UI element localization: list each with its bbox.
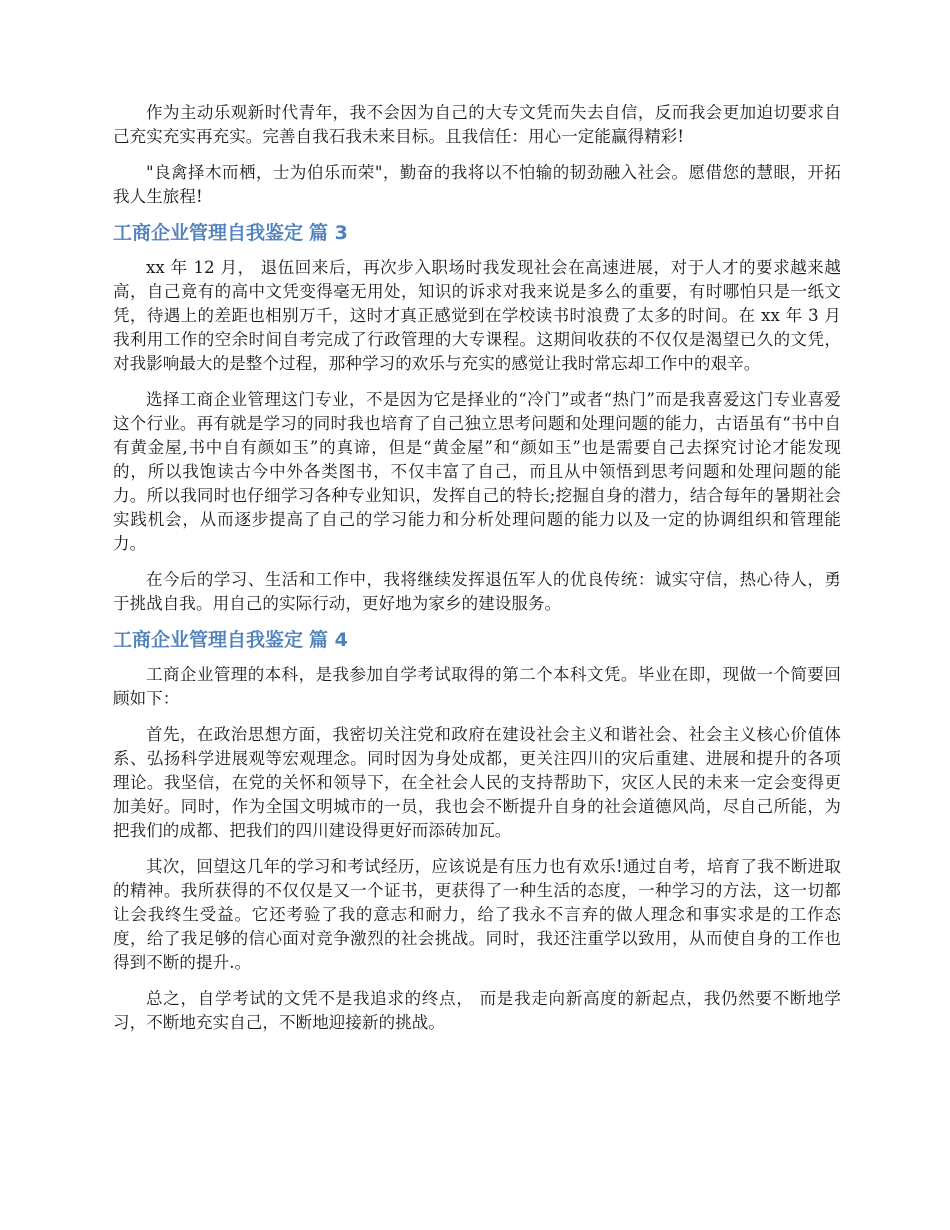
paragraph: 其次，回望这几年的学习和考试经历，应该说是有压力也有欢乐!通过自考，培育了我不断进取的精神。我所获得的不仅仅是又一个证书，更获得了一种生活的态度，一种学习的方法，这一切都让会我终生受益。它还考验了我的意志和耐力，给了我永不言弃的做人理念和事实求是的工作态度，给了我足够的信心面对竞争激烈的社会挑战。同时，我还注重学以致用，从而使自身的工作也得到不断的提升.。	[113, 857, 841, 972]
section-heading	[113, 221, 841, 245]
paragraph: 首先，在政治思想方面，我密切关注党和政府在建设社会主义和谐社会、社会主义核心价值体系、弘扬科学进展观等宏观理念。同时因为身处成都，更关注四川的灾后重建、进展和提升的各项理论。我坚信，在党的关怀和领导下，在全社会人民的支持帮助下，灾区人民的未来一定会变得更加美好。同时，作为全国文明城市的一员，我也会不断提升自身的社会道德风尚，尽自己所能，为把我们的成都、把我们的四川建设得更好而添砖加瓦。	[113, 725, 841, 840]
paragraph: 在今后的学习、生活和工作中，我将继续发挥退伍军人的优良传统：诚实守信，热心待人，勇于挑战自我。用自己的实际行动，更好地为家乡的建设服务。	[113, 570, 841, 613]
section-4	[113, 628, 841, 1035]
document-page	[113, 101, 841, 1047]
section-3	[113, 221, 841, 616]
heading-title: 工商企业管理自我鉴定	[113, 629, 304, 651]
paragraph: 作为主动乐观新时代青年，我不会因为自己的大专文凭而失去自信，反而我会更加迫切要求自己充实充实再充实。完善自我石我未来目标。且我信任：用心一定能赢得精彩!	[113, 103, 841, 146]
paragraph: 工商企业管理的本科，是我参加自学考试取得的第二个本科文凭。毕业在即，现做一个简要回顾如下：	[113, 665, 841, 708]
paragraph: 选择工商企业管理这门专业，不是因为它是择业的“冷门”或者“热门”而是我喜爱这门专业喜爱这个行业。再有就是学习的同时我也培育了自己独立思考问题和处理问题的能力，古语虽有“书中自有黄金屋,书中自有颜如玉”的真谛，但是“黄金屋”和“颜如玉”也是需要自己去探究讨论才能发现的，所以我饱读古今中外各类图书，不仅丰富了自己，而且从中领悟到思考问题和处理问题的能力。所以我同时也仔细学习各种专业知识，发挥自己的特长;挖掘自身的潜力，结合每年的暑期社会实践机会，从而逐步提高了自己的学习能力和分析处理问题的能力以及一定的协调组织和管理能力。	[113, 390, 841, 553]
paragraph: "良禽择木而栖，士为伯乐而荣"，勤奋的我将以不怕输的韧劲融入社会。愿借您的慧眼，开拓我人生旅程!	[113, 163, 841, 206]
heading-title: 工商企业管理自我鉴定	[113, 222, 304, 244]
section-heading	[113, 628, 841, 652]
heading-number: 篇 4	[309, 629, 348, 651]
paragraph: 总之，自学考试的文凭不是我追求的终点， 而是我走向新高度的新起点，我仍然要不断地学习，不断地充实自己，不断地迎接新的挑战。	[113, 989, 841, 1032]
section-intro	[113, 101, 841, 209]
heading-number: 篇 3	[309, 222, 348, 244]
paragraph: xx 年 12 月， 退伍回来后，再次步入职场时我发现社会在高速进展，对于人才的要求越来越高，自己竟有的高中文凭变得毫无用处，知识的诉求对我来说是多么的重要，有时哪怕只是一纸文凭，待遇上的差距也相别万千，这时才真正感觉到在学校读书时浪费了太多的时间。在 xx 年 3 月我利用工作的空余时间自考完成了行政管理的大专课程。这期间收获的不仅仅是渴望已久的文凭，对我影响最大的是整个过程，那种学习的欢乐与充实的感觉让我时常忘却工作中的艰辛。	[113, 258, 841, 373]
